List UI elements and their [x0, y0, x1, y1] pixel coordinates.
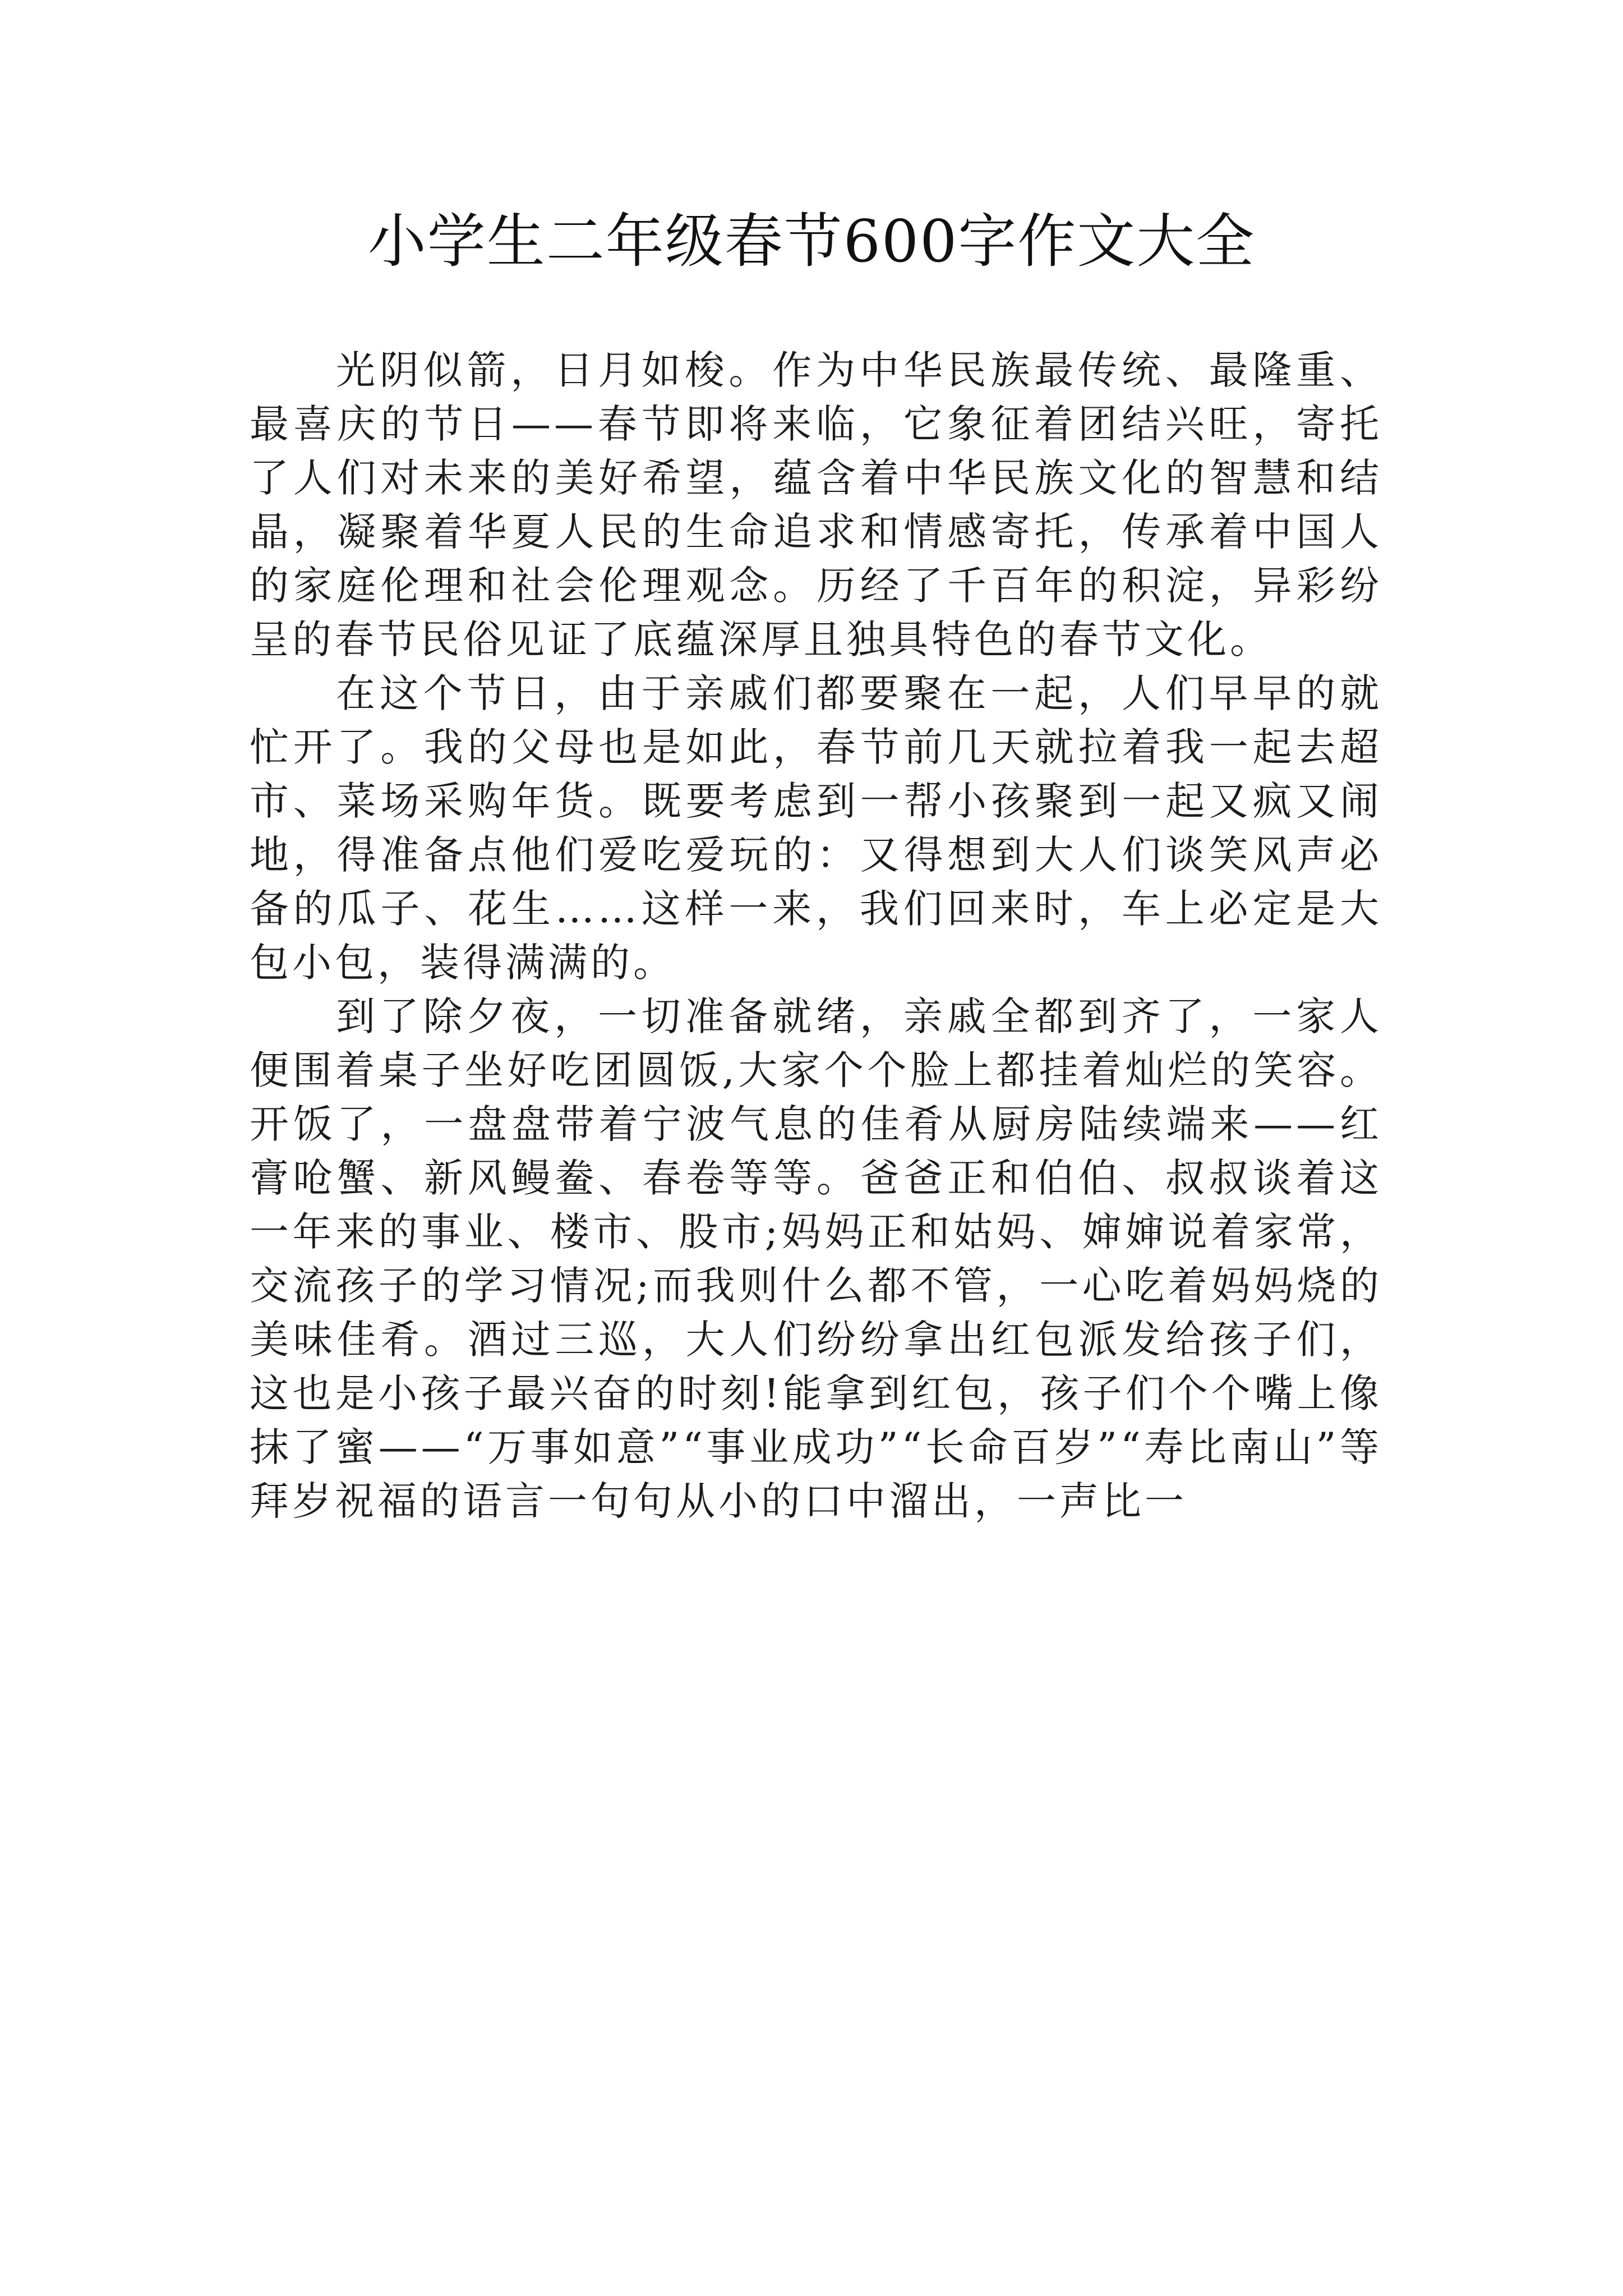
paragraph-1: 光阴似箭，日月如梭。作为中华民族最传统、最隆重、最喜庆的节日——春节即将来临，它象征着团结兴旺，寄托了人们对未来的美好希望，蕴含着中华民族文化的智慧和结晶，凝聚着华夏人民的生命追求和情感寄托，传承着中国人的家庭伦理和社会伦理观念。历经了千百年的积淀，异彩纷呈的春节民俗见证了底蕴深厚且独具特色的春节文化。: [250, 347, 1382, 662]
paragraph-2: 在这个节日，由于亲戚们都要聚在一起，人们早早的就忙开了。我的父母也是如此，春节前几天就拉着我一起去超市、菜场采购年货。既要考虑到一帮小孩聚到一起又疯又闹地，得准备点他们爱吃爱玩的：又得想到大人们谈笑风声必备的瓜子、花生……这样一来，我们回来时，车上必定是大包小包，装得满满的。: [250, 670, 1382, 986]
paragraph-3: 到了除夕夜，一切准备就绪，亲戚全都到齐了，一家人便围着桌子坐好吃团圆饭,大家个个脸上都挂着灿烂的笑容。开饭了，一盘盘带着宁波气息的佳肴从厨房陆续端来——红膏呛蟹、新风鳗鲞、春卷等等。爸爸正和伯伯、叔叔谈着这一年来的事业、楼市、股市;妈妈正和姑妈、婶婶说着家常，交流孩子的学习情况;而我则什么都不管，一心吃着妈妈烧的美味佳肴。酒过三巡，大人们纷纷拿出红包派发给孩子们，这也是小孩子最兴奋的时刻!能拿到红包，孩子们个个嘴上像抹了蜜——“万事如意”“事业成功”“长命百岁”“寿比南山”等拜岁祝福的语言一句句从小的口中溜出，一声比一: [250, 993, 1382, 1524]
document-body: [250, 343, 1382, 1528]
document-title: 小学生二年级春节600字作文大全: [367, 207, 1256, 275]
